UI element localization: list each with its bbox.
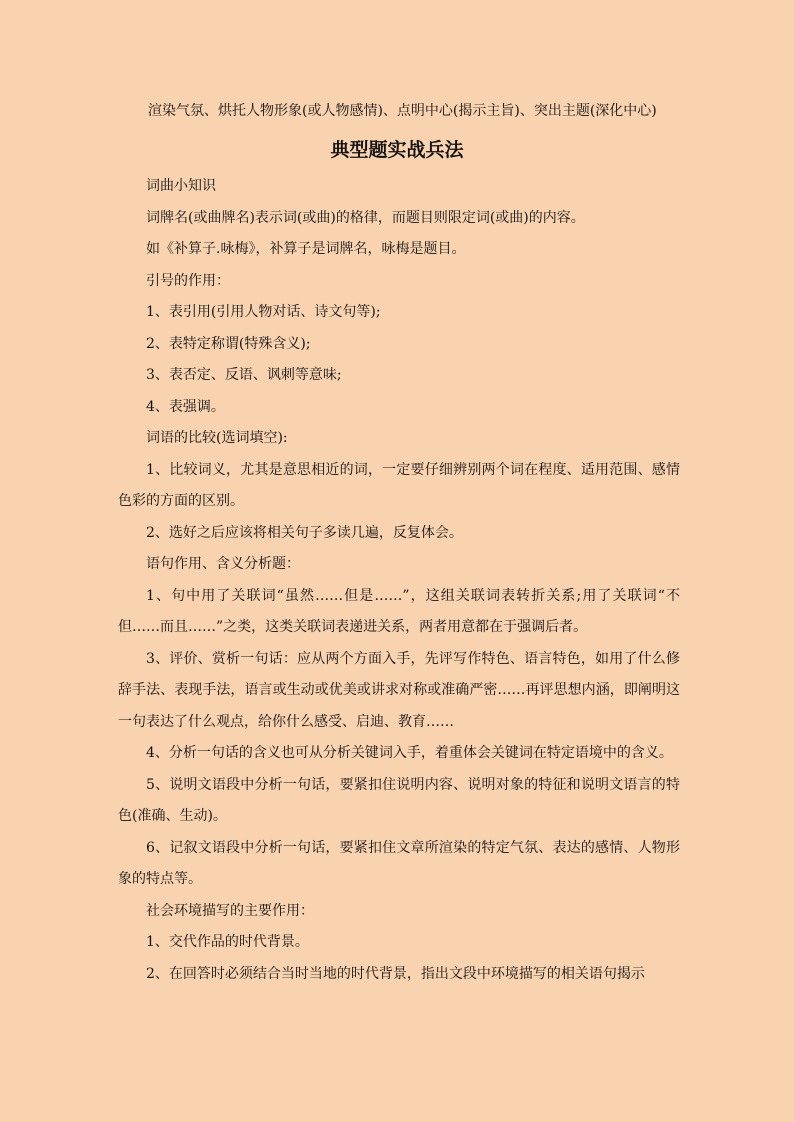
paragraph: 如《补算子.咏梅》，补算子是词牌名，咏梅是题目。 bbox=[146, 241, 466, 257]
paragraph: 2、选好之后应该将相关句子多读几遍，反复体会。 bbox=[146, 524, 463, 541]
body-text bbox=[118, 171, 680, 990]
paragraph: 词语的比较(选词填空): bbox=[146, 430, 288, 446]
paragraph: 1、交代作品的时代背景。 bbox=[146, 934, 309, 950]
paragraph: 3、评价、赏析一句话：应从两个方面入手，先评写作特色、语言特色，如用了什么修辞手法、表现手法，语言或生动或优美或讲求对称或准确严密……再评思想内涵，即阐明这一句表达了什么观点，给你什么感受、启迪、教育…… bbox=[118, 650, 680, 730]
paragraph: 5、说明文语段中分析一句话，要紧扣住说明内容、说明对象的特征和说明文语言的特色(准确、生动)。 bbox=[118, 776, 680, 824]
paragraph: 1、句中用了关联词“虽然……但是……”，这组关联词表转折关系;用了关联词“不但……而且……”之类，这类关联词表递进关系，两者用意都在于强调后者。 bbox=[118, 587, 680, 635]
section-title: 典型题实战兵法 bbox=[330, 139, 464, 161]
paragraph: 6、记叙文语段中分析一句话，要紧扣住文章所渲染的特定气氛、表达的感情、人物形象的特点等。 bbox=[118, 839, 680, 887]
paragraph: 词牌名(或曲牌名)表示词(或曲)的格律，而题目则限定词(或曲)的内容。 bbox=[146, 209, 585, 226]
paragraph: 语句作用、含义分析题： bbox=[146, 556, 300, 572]
paragraph: 4、表强调。 bbox=[146, 398, 225, 415]
paragraph: 1、表引用(引用人物对话、诗文句等); bbox=[146, 304, 381, 320]
paragraph: 4、分析一句话的含义也可从分析关键词入手，着重体会关键词在特定语境中的含义。 bbox=[146, 745, 673, 761]
paragraph: 2、表特定称谓(特殊含义); bbox=[146, 335, 311, 352]
paragraph: 1、比较词义，尤其是意思相近的词，一定要仔细辨别两个词在程度、适用范围、感情色彩的方面的区别。 bbox=[118, 461, 680, 509]
paragraph: 词曲小知识 bbox=[146, 178, 216, 194]
paragraph: 2、在回答时必须结合当时当地的时代背景，指出文段中环境描写的相关语句揭示 bbox=[146, 965, 645, 982]
paragraph: 引号的作用： bbox=[146, 272, 230, 289]
paragraph: 社会环境描写的主要作用： bbox=[146, 902, 314, 919]
intro-line: 渲染气氛、烘托人物形象(或人物感情)、点明中心(揭示主旨)、突出主题(深化中心) bbox=[148, 103, 657, 119]
paragraph: 3、表否定、反语、讽刺等意味; bbox=[146, 367, 342, 383]
